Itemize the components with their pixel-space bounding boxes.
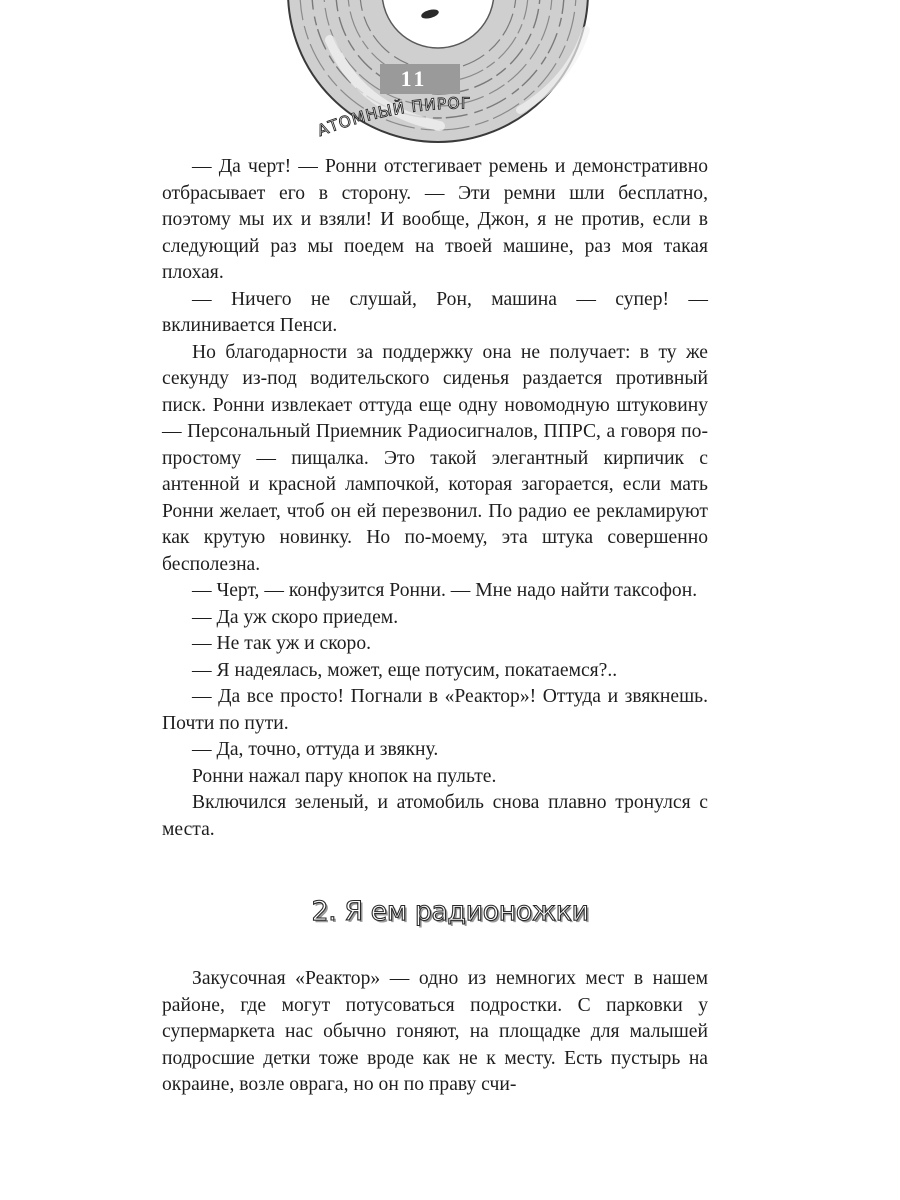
paragraph: — Не так уж и скоро. [192, 633, 372, 654]
vinyl-record-icon [0, 0, 900, 150]
paragraph: — Черт, — конфузится Ронни. — Мне надо найти таксофон. [192, 580, 698, 601]
paragraph: — Я надеялась, может, еще потусим, покатаемся?.. [192, 659, 618, 681]
paragraph: Но благодарности за поддержку она не получает: в ту же секунду из-под водительского сиденья раздается противный писк. Ронни извлекает оттуда еще одну новомодную штуковину — Персональный Приемник Радиосигналов, ППРС, а говоря по-простому — пищалка. Это такой элегантный кирпичик с антенной и красной лампочкой, которая загорается, если мать Ронни желает, чтоб он ей перезвонил. По радио ее рекламируют как крутую новинку. Но по-моему, эта штука совершенно бесполезна. [162, 341, 708, 575]
running-title-text: АТОМНЫЙ ПИРОГ [315, 94, 472, 140]
paragraph: — Да уж скоро приедем. [192, 606, 399, 628]
paragraph: — Ничего не слушай, Рон, машина — супер! — вклинивается Пенси. [162, 288, 708, 336]
page-number: 11 [400, 66, 428, 91]
paragraph: Ронни нажал пару кнопок на пульте. [192, 765, 497, 787]
paragraph: Включился зеленый, и атомобиль снова плавно тронулся с места. [162, 792, 708, 840]
page-header [0, 0, 900, 150]
chapter-heading: 2. Я ем радионожки [311, 896, 589, 927]
paragraph: Закусочная «Реактор» — одно из немногих мест в нашем районе, где могут потусоваться подростки. С парковки у супермаркета нас обычно гоняют, на площадке для малышей подросшие детки тоже вроде как не к месту. Есть пустырь на окраине, возле оврага, но он по праву счи- [162, 968, 708, 1095]
body-text-top [162, 154, 708, 843]
body-text-bottom [162, 966, 708, 1099]
paragraph: — Да черт! — Ронни отстегивает ремень и демонстративно отбрасывает его в сторону. — Эти ремни шли бесплатно, поэтому мы их и взяли! И вообще, Джон, я не против, если в следующий раз мы поедем на твоей машине, раз моя такая плохая. [162, 156, 708, 283]
paragraph: — Да, точно, оттуда и звякну. [192, 739, 439, 760]
paragraph: — Да все просто! Погнали в «Реактор»! Оттуда и звякнешь. Почти по пути. [162, 686, 708, 734]
